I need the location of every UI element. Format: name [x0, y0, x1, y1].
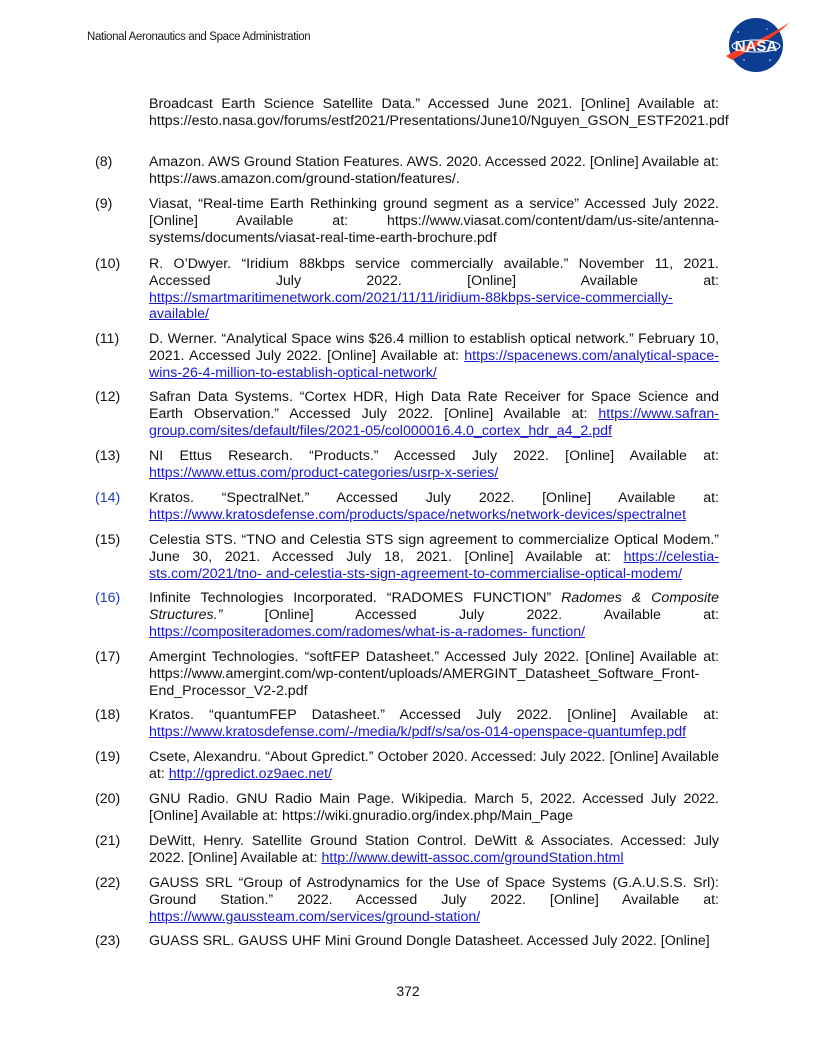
reference-text: D. Werner. “Analytical Space wins $26.4 million to establish optical network.” February 10, 2021. Accessed July 2022. [Online] Available at: https://spacenews.com/analytical-space-wins-26-4-million-to-establish-optical-network/	[149, 331, 719, 381]
reference-number: (20)	[95, 791, 121, 807]
reference-number: (10)	[95, 256, 121, 272]
reference-number: (17)	[95, 649, 121, 665]
reference-text: GNU Radio. GNU Radio Main Page. Wikipedia. March 5, 2022. Accessed July 2022. [Online] Available at: https://wiki.gnuradio.org/index.php/Main_Page	[149, 791, 719, 824]
reference-link[interactable]: https://www.safran-group.com/sites/default/files/2021-05/col000016.4.0_cortex_hdr_a4_2.pdf	[149, 405, 719, 439]
reference-number: (9)	[95, 196, 113, 212]
page-number: 372	[396, 983, 420, 999]
reference-text: DeWitt, Henry. Satellite Ground Station Control. DeWitt & Associates. Accessed: July 2022. [Online] Available at: http://www.dewitt-assoc.com/groundStation.html	[149, 833, 719, 866]
reference-number: (13)	[95, 448, 121, 464]
reference-number: (19)	[95, 749, 121, 765]
reference-link[interactable]: http://www.dewitt-assoc.com/groundStation.html	[321, 849, 624, 866]
page-header-org: National Aeronautics and Space Administration	[87, 31, 311, 43]
nasa-logo-text: NASA	[734, 38, 778, 55]
reference-link[interactable]: https://compositeradomes.com/radomes/what-is-a-radomes- function/	[149, 623, 586, 640]
reference-link[interactable]: https://smartmaritimenetwork.com/2021/11/11/iridium-88kbps-service-commercially-available/	[149, 289, 673, 323]
reference-link[interactable]: https://www.kratosdefense.com/-/media/k/pdf/s/sa/os-014-openspace-quantumfep.pdf	[149, 723, 687, 740]
reference-link[interactable]: https://spacenews.com/analytical-space-wins-26-4-million-to-establish-optical-network/	[149, 347, 719, 381]
reference-text: Infinite Technologies Incorporated. “RADOMES FUNCTION” Radomes & Composite Structures.” [Online] Accessed July 2022. Available at: https://compositeradomes.com/radomes/what-is-a-radomes- function/	[149, 590, 719, 640]
reference-text: Celestia STS. “TNO and Celestia STS sign agreement to commercialize Optical Modem.” June 30, 2021. Accessed July 18, 2021. [Online] Available at: https://celestia-sts.com/2021/tno- and-celestia-sts-sign-agreement-to-commercialise-optical-modem/	[149, 532, 719, 582]
reference-text: Amergint Technologies. “softFEP Datasheet.” Accessed July 2022. [Online] Available at: https://www.amergint.com/wp-content/uploads/AMERGINT_Datasheet_Software_Front-End_Processor_V2-2.pdf	[149, 649, 719, 699]
reference-text: GUASS SRL. GAUSS UHF Mini Ground Dongle Datasheet. Accessed July 2022. [Online]	[149, 933, 710, 949]
reference-number: (12)	[95, 389, 121, 405]
reference-text: NI Ettus Research. “Products.” Accessed July 2022. [Online] Available at: https://www.ettus.com/product-categories/usrp-x-series/	[149, 448, 719, 481]
reference-number: (8)	[95, 154, 113, 170]
reference-link[interactable]: https://www.kratosdefense.com/products/space/networks/network-devices/spectralnet	[149, 506, 687, 523]
reference-text: Viasat, “Real-time Earth Rethinking ground segment as a service” Accessed July 2022. [Online] Available at: https://www.viasat.com/content/dam/us-site/antenna-systems/documents/viasat-real-time-earth-brochure.pdf	[149, 196, 719, 246]
reference-number: (18)	[95, 707, 121, 723]
reference-text: GAUSS SRL “Group of Astrodynamics for the Use of Space Systems (G.A.U.S.S. Srl): Ground Station.” 2022. Accessed July 2022. [Online] Available at: https://www.gaussteam.com/services/ground-station/	[149, 875, 719, 925]
reference-text: Safran Data Systems. “Cortex HDR, High Data Rate Receiver for Space Science and Earth Observation.” Accessed July 2022. [Online] Available at: https://www.safran-group.com/sites/default/files/2021-05/col000016.4.0_cortex_hdr_a4_2.pdf	[149, 389, 719, 439]
reference-number: (23)	[95, 933, 121, 949]
reference-text: Csete, Alexandru. “About Gpredict.” October 2020. Accessed: July 2022. [Online] Available at: http://gpredict.oz9aec.net/	[149, 749, 719, 782]
reference-link[interactable]: http://gpredict.oz9aec.net/	[168, 765, 332, 782]
reference-link[interactable]: https://celestia-sts.com/2021/tno- and-celestia-sts-sign-agreement-to-commercialise-optical-modem/	[149, 548, 719, 582]
reference-link[interactable]: https://www.gaussteam.com/services/ground-station/	[149, 908, 481, 925]
reference-number: (11)	[95, 331, 120, 347]
reference-text: Kratos. “SpectralNet.” Accessed July 2022. [Online] Available at: https://www.kratosdefense.com/products/space/networks/network-devices/spectralnet	[149, 490, 719, 523]
reference-text: Broadcast Earth Science Satellite Data.” Accessed June 2021. [Online] Available at: https://esto.nasa.gov/forums/estf2021/Presentations/June10/Nguyen_GSON_ESTF2021.pdf	[149, 96, 729, 129]
reference-number: (21)	[95, 833, 121, 849]
reference-number: (16)	[95, 590, 121, 606]
reference-number: (15)	[95, 532, 121, 548]
reference-link[interactable]: https://www.ettus.com/product-categories/usrp-x-series/	[149, 464, 499, 481]
reference-text: Amazon. AWS Ground Station Features. AWS. 2020. Accessed 2022. [Online] Available at: https://aws.amazon.com/ground-station/features/.	[149, 154, 719, 187]
reference-text: R. O’Dwyer. “Iridium 88kbps service commercially available.” November 11, 2021. Accessed July 2022. [Online] Available at: https://smartmaritimenetwork.com/2021/11/11/iridium-88kbps-service-commercially-available/	[149, 256, 719, 323]
reference-number: (14)	[95, 490, 121, 506]
reference-number: (22)	[95, 875, 121, 891]
reference-text: Kratos. “quantumFEP Datasheet.” Accessed July 2022. [Online] Available at: https://www.kratosdefense.com/-/media/k/pdf/s/sa/os-014-openspace-quantumfep.pdf	[149, 707, 719, 740]
